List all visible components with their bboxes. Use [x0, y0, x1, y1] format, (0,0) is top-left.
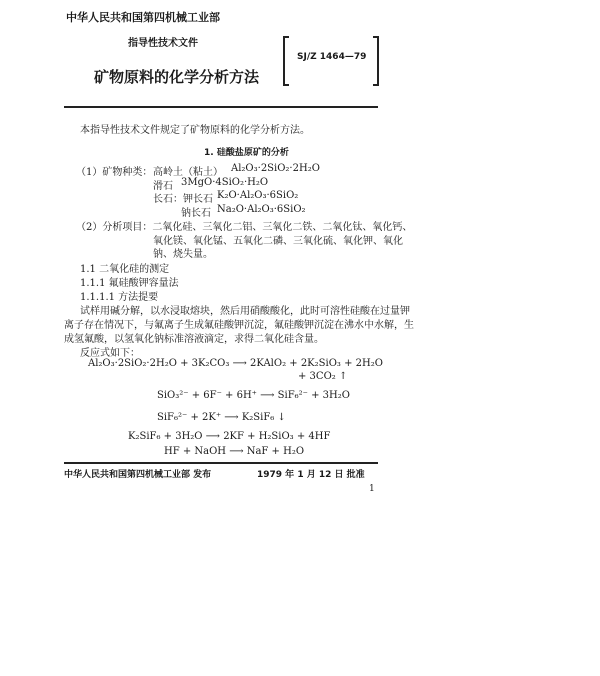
- item-2-line-3: 钠、烧失量。: [153, 249, 213, 260]
- mineral-nafeldspar-name: 钠长石: [181, 208, 211, 219]
- item-2-line-2: 氧化镁、氧化锰、五氧化二磷、三氧化硫、氧化钾、氧化: [153, 236, 403, 247]
- approval-date: 1979 年 1 月 12 日 批准: [257, 470, 365, 480]
- mineral-nafeldspar-formula: Na₂O·Al₂O₃·6SiO₂: [217, 204, 306, 215]
- paragraph-line-1: 试样用碱分解，以水浸取熔块，然后用硝酸酸化，此时可溶性硅酸在过量钾: [80, 306, 410, 317]
- mineral-kfeldspar-formula: K₂O·Al₂O₃·6SiO₂: [217, 190, 299, 201]
- equation-4: K₂SiF₆ + 3H₂O ⟶ 2KF + H₂SiO₃ + 4HF: [128, 431, 331, 442]
- document-title: 矿物原料的化学分析方法: [94, 68, 260, 86]
- mineral-kaolin-name: 高岭土（粘土）: [153, 167, 223, 178]
- paragraph-line-2: 离子存在情况下，与氟离子生成氟硅酸钾沉淀，氟硅酸钾沉淀在沸水中水解，生: [64, 320, 414, 331]
- ministry-name: 中华人民共和国第四机械工业部: [66, 11, 220, 24]
- doc-type: 指导性技术文件: [128, 38, 198, 49]
- reactions-label: 反应式如下：: [80, 348, 140, 359]
- section-1-1-1: 1.1.1 氟硅酸钾容量法: [80, 278, 179, 289]
- mineral-kfeldspar-name: 长石：钾长石: [153, 194, 213, 205]
- equation-2: SiO₃²⁻ + 6F⁻ + 6H⁺ ⟶ SiF₆²⁻ + 3H₂O: [157, 390, 350, 401]
- issuer: 中华人民共和国第四机械工业部 发布: [64, 470, 212, 480]
- section-1-1: 1.1 二氧化硅的测定: [80, 264, 170, 275]
- mineral-kaolin-formula: Al₂O₃·2SiO₂·2H₂O: [231, 163, 320, 174]
- section-1-heading: 1. 硅酸盐原矿的分析: [204, 148, 289, 158]
- equation-5: HF + NaOH ⟶ NaF + H₂O: [164, 446, 305, 457]
- intro-text: 本指导性技术文件规定了矿物原料的化学分析方法。: [80, 125, 310, 136]
- mineral-talc-name: 滑石: [153, 181, 173, 192]
- paragraph-line-3: 成氢氟酸，以氢氧化钠标准溶液滴定，求得二氧化硅含量。: [64, 334, 324, 345]
- equation-3: SiF₆²⁻ + 2K⁺ ⟶ K₂SiF₆ ↓: [157, 412, 286, 423]
- section-1-1-1-1: 1.1.1.1 方法提要: [80, 292, 159, 303]
- equation-1: Al₂O₃·2SiO₂·2H₂O + 3K₂CO₃ ⟶ 2KAlO₂ + 2K₂SiO₃ + 2H₂O: [88, 358, 383, 369]
- item-2-line-1: （2）分析项目：二氧化硅、三氧化二铝、三氧化二铁、二氧化钛、氧化钙、: [76, 222, 413, 233]
- header-rule: [64, 106, 378, 108]
- standard-code: SJ/Z 1464—79: [297, 52, 367, 62]
- mineral-talc-formula: 3MgO·4SiO₂·H₂O: [181, 177, 269, 188]
- item-1-label: （1）矿物种类：: [76, 167, 153, 178]
- page-number: 1: [369, 484, 375, 494]
- footer-rule: [64, 462, 378, 464]
- equation-1-continued: + 3CO₂ ↑: [298, 371, 348, 382]
